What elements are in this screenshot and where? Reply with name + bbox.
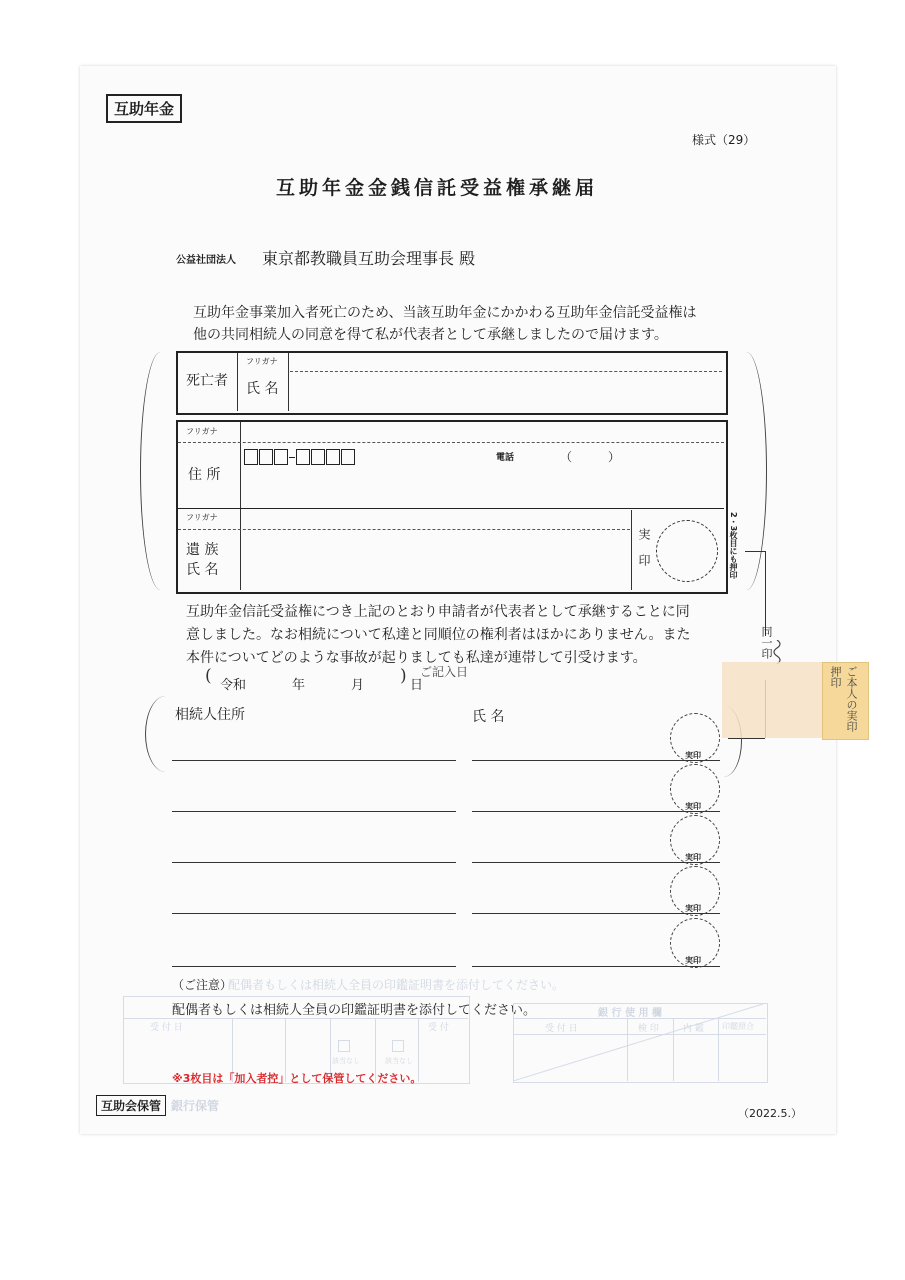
bracket-left — [140, 352, 181, 590]
survivor-furigana-label: フリガナ — [186, 513, 218, 522]
bank-check: 検 印 — [638, 1024, 659, 1034]
heir-address-line[interactable] — [172, 966, 456, 967]
address-furigana-label: フリガナ — [186, 427, 218, 436]
no-match-label: 該当なし — [385, 1057, 413, 1065]
survivor-label-line: 氏 名 — [186, 562, 219, 578]
page-title: 互助年金金銭信託受益権承継届 — [276, 177, 599, 199]
intro-line: 他の共同相続人の同意を得て私が代表者として承継しましたので届けます。 — [193, 327, 668, 343]
heir-address-line[interactable] — [172, 913, 456, 914]
consent-line: 意しました。なお相続について私達と同順位の権利者はほかにありません。また — [186, 627, 691, 643]
office-received: 受 付 日 — [150, 1023, 183, 1033]
bank-inspection: 内 鑑 — [683, 1024, 704, 1034]
heir-seal-label: 実印 — [685, 853, 701, 862]
form-paper — [80, 66, 836, 1134]
heir-address-line[interactable] — [172, 760, 456, 761]
applicant-seal-circle[interactable] — [656, 520, 718, 582]
caution-text: 配偶者もしくは相続人全員の印鑑証明書を添付してください。 — [172, 1003, 537, 1018]
caution-text-faded: 配偶者もしくは相続人全員の印鑑証明書を添付してください。 — [228, 978, 565, 992]
bank-seal-match: 印鑑照合 — [722, 1022, 754, 1031]
addressee-org-type: 公益社団法人 — [176, 255, 236, 266]
heir-address-header: 相続人住所 — [175, 707, 245, 723]
consent-line: 本件についてどのような事故が起りましても私達が連帯して引受けます。 — [186, 650, 647, 666]
date-paren-close: ) — [400, 666, 407, 686]
consent-text — [186, 601, 691, 670]
date-month: 月 — [351, 678, 365, 693]
heir-seal-label: 実印 — [685, 956, 701, 965]
heir-name-line[interactable] — [472, 966, 720, 967]
date-line[interactable] — [220, 674, 423, 693]
address-field[interactable] — [244, 472, 720, 504]
checkbox-faded — [392, 1040, 404, 1052]
form-category-tag: 互助年金 — [106, 94, 182, 123]
office-accept: 受 付 — [428, 1023, 449, 1033]
deceased-name-label: 氏 名 — [246, 381, 279, 397]
address-furigana-field[interactable] — [244, 424, 720, 440]
survivor-label-line: 遺 族 — [186, 542, 219, 558]
phone-label: 電話 — [496, 453, 515, 463]
intro-line: 互助年金事業加入者死亡のため、当該互助年金にかかわる互助年金信託受益権は — [193, 305, 697, 321]
no-match-label: 該当なし — [332, 1057, 360, 1065]
caution-label: （ご注意） — [172, 978, 233, 992]
deceased-name-field[interactable] — [292, 374, 720, 408]
sticky-note-text: ご本人の実印押印 — [829, 666, 858, 732]
checkbox-faded — [338, 1040, 350, 1052]
footer-tag: 互助会保管 — [96, 1095, 166, 1116]
heir-name-header: 氏 名 — [472, 709, 505, 725]
consent-line: 互助年金信託受益権につき上記のとおり申請者が代表者として承継することに同 — [186, 604, 690, 620]
postal-code-input[interactable] — [244, 449, 355, 465]
form-number: 様式（29） — [692, 133, 756, 147]
sticky-note-tape — [722, 662, 822, 738]
survivor-name-label — [186, 540, 218, 580]
heir-address-line[interactable] — [172, 811, 456, 812]
deceased-furigana-label: フリガナ — [246, 357, 278, 366]
heir-address-line[interactable] — [172, 862, 456, 863]
applicant-seal-label: 実印 — [637, 528, 651, 580]
date-day: 日 — [410, 678, 424, 693]
bank-received: 受 付 日 — [545, 1024, 578, 1034]
same-seal-note: 同一印 — [760, 626, 773, 659]
intro-text — [193, 302, 696, 346]
address-label: 住 所 — [188, 467, 221, 483]
addressee-name: 東京都教職員互助会理事長 殿 — [262, 249, 476, 268]
handwritten-date-note: ご記入日 — [420, 665, 469, 679]
heir-seal-label: 実印 — [685, 802, 701, 811]
sticky-note — [822, 662, 869, 740]
form-version: （2022.5.） — [738, 1107, 802, 1120]
survivor-name-field[interactable] — [244, 533, 628, 587]
date-year: 年 — [292, 678, 306, 693]
phone-parens: （ ） — [560, 450, 621, 464]
date-paren-open: ( — [205, 666, 212, 686]
footer-faded-tag: 銀行保管 — [171, 1099, 220, 1113]
bank-use-header: 銀 行 使 用 欄 — [598, 1008, 662, 1019]
deceased-label: 死亡者 — [186, 373, 228, 389]
red-note: ※3枚目は「加入者控」として保管してください。 — [172, 1072, 422, 1085]
side-note: 2・3枚目にも押印 — [729, 512, 738, 580]
heir-seal-label: 実印 — [685, 904, 701, 913]
date-era: 令和 — [220, 678, 247, 693]
heir-seal-label: 実印 — [685, 751, 701, 760]
